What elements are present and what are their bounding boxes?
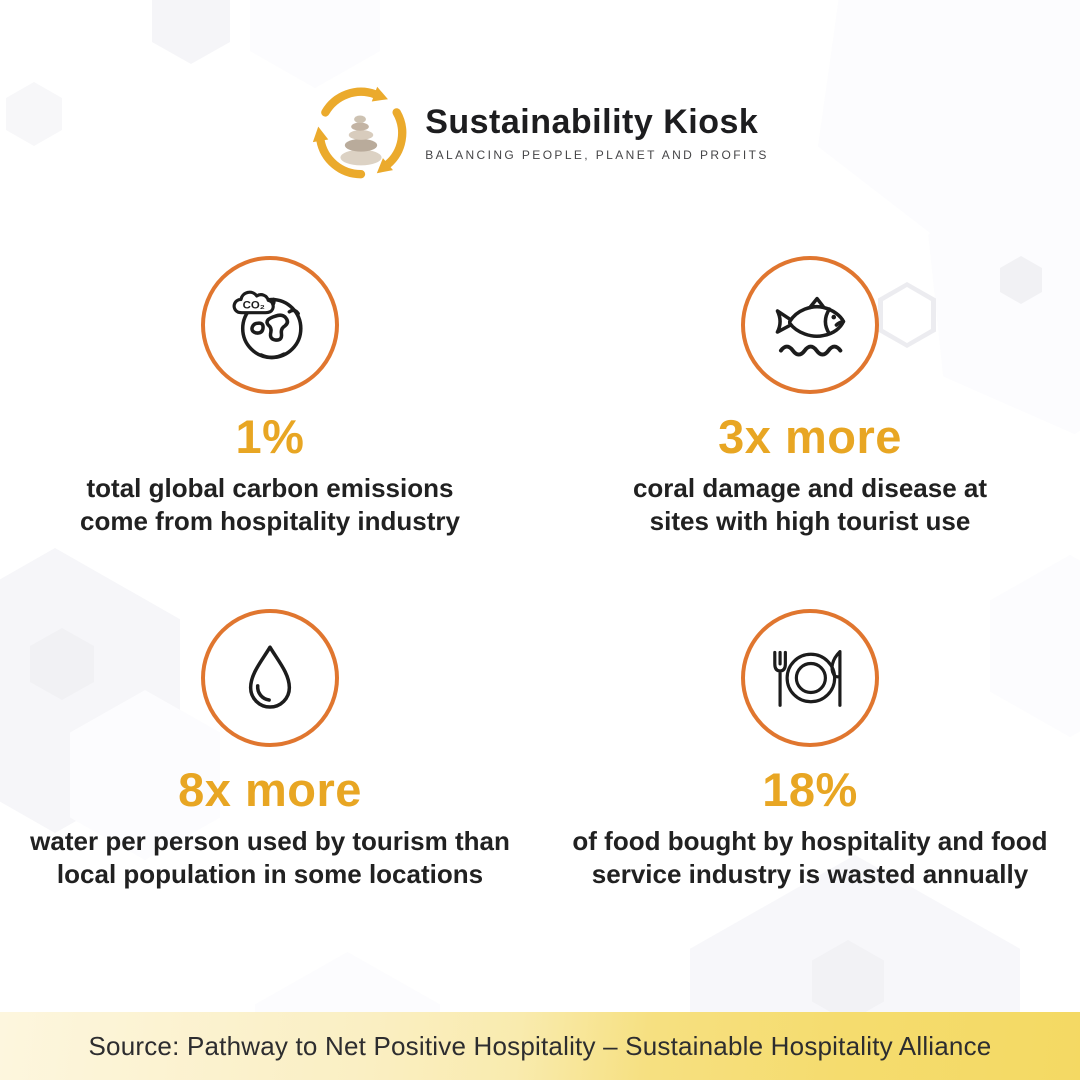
stat-card-carbon-emissions — [0, 256, 540, 537]
stat-caption-line: come from hospitality industry — [80, 505, 460, 536]
brand-header — [0, 84, 1080, 182]
brand-name: Sustainability Kiosk — [425, 102, 759, 141]
co2-globe-icon — [201, 256, 339, 394]
source-bar — [0, 1012, 1080, 1080]
stat-value: 18% — [762, 763, 858, 817]
stat-card-water-use — [0, 609, 540, 890]
cairn-recycle-logo-icon — [311, 84, 411, 182]
stat-caption-line: service industry is wasted annually — [591, 858, 1029, 889]
stat-caption-line: total global carbon emissions — [86, 473, 454, 504]
hexagon-decoration — [250, 0, 380, 88]
stat-caption-line: water per person used by tourism than — [30, 826, 510, 857]
brand-text-block — [425, 104, 769, 162]
source-text: Source: Pathway to Net Positive Hospitality – Sustainable Hospitality Alliance — [88, 1030, 992, 1061]
water-drop-icon — [201, 609, 339, 747]
stat-value: 3x more — [718, 410, 902, 463]
stat-card-coral-damage — [540, 256, 1080, 537]
co2-label: CO₂ — [242, 299, 265, 312]
hexagon-decoration — [152, 0, 230, 64]
plate-cutlery-icon — [741, 609, 879, 747]
stat-card-food-waste — [540, 609, 1080, 890]
stat-caption — [633, 472, 987, 537]
stat-caption — [30, 825, 510, 890]
stat-value: 1% — [235, 410, 305, 463]
stat-caption — [80, 472, 460, 537]
stat-caption-line: local population in some locations — [56, 858, 484, 889]
stats-grid — [0, 256, 1080, 890]
stat-caption-line: sites with high tourist use — [649, 505, 971, 536]
fish-wave-icon — [741, 256, 879, 394]
stat-caption-line: of food bought by hospitality and food — [572, 826, 1048, 857]
brand-tagline: BALANCING PEOPLE, PLANET AND PROFITS — [425, 148, 769, 163]
stat-caption-line: coral damage and disease at — [632, 473, 988, 504]
stat-caption — [572, 825, 1047, 890]
stat-value: 8x more — [178, 763, 362, 817]
